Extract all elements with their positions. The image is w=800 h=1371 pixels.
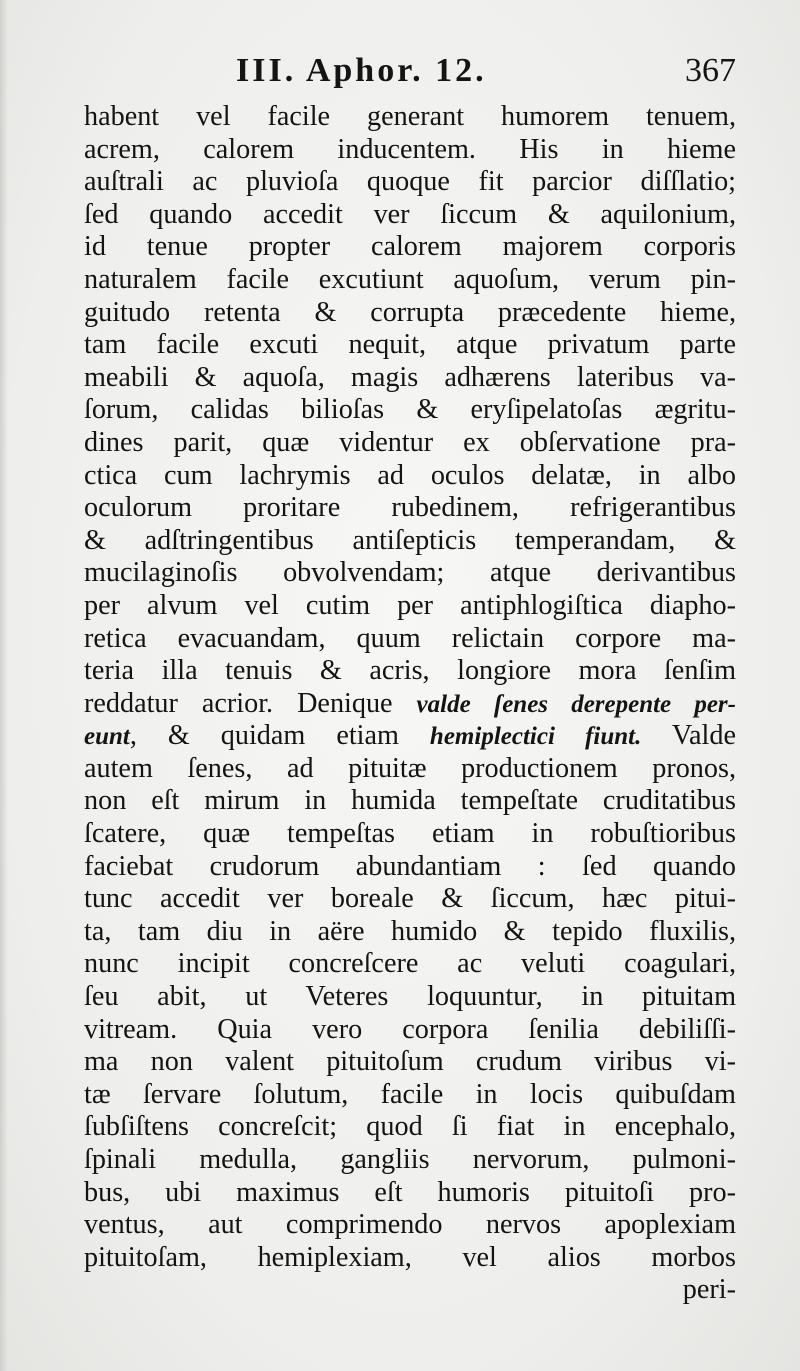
text-segment: per alvum vel cutim per antiphlogiſtica diapho- [84,589,736,621]
italic-text-segment: eunt [84,723,130,751]
text-line [84,785,736,818]
text-line [84,329,736,362]
text-line [84,623,736,656]
text-line [84,492,736,525]
text-line [84,1242,736,1275]
text-line [84,199,736,232]
text-line [84,1177,736,1210]
text-segment: acrem, calorem inducentem. His in hieme [84,133,736,165]
text-line [84,525,736,558]
text-segment: Valde [641,720,736,752]
text-line [84,460,736,493]
text-line [84,1014,736,1047]
text-line [84,948,736,981]
text-segment: ſed quando accedit ver ſiccum & aquilonium, [84,198,736,230]
catchword: peri- [682,1274,736,1306]
text-line [84,166,736,199]
text-segment: tæ ſervare ſolutum, facile in locis quibuſdam [84,1078,736,1110]
text-segment: ſcatere, quæ tempeſtas etiam in robuſtioribus [84,818,736,850]
text-segment: ventus, aut comprimendo nervos apoplexiam [84,1209,736,1241]
text-segment: & adſtringentibus antiſepticis temperandam, & [84,524,736,556]
text-line [84,851,736,884]
text-segment: oculorum proritare rubedinem, refrigerantibus [84,492,736,524]
text-segment: tam facile excuti nequit, atque privatum parte [84,329,736,361]
text-segment: id tenue propter calorem majorem corporis [84,231,736,263]
text-segment: guitudo retenta & corrupta præcedente hieme, [84,296,736,328]
text-segment: tunc accedit ver boreale & ſiccum, hæc pitui- [84,883,736,915]
text-line [84,1111,736,1144]
text-line [84,753,736,786]
text-line [84,264,736,297]
page-header [84,46,736,96]
running-title: III. Aphor. 12. [236,52,487,89]
text-segment: ſpinali medulla, gangliis nervorum, pulmoni- [84,1144,736,1175]
text-segment: auſtrali ac pluvioſa quoque fit parcior diſſlatio; [84,166,736,198]
text-segment: ſubſiſtens concreſcit; quod ſi fiat in encephalo, [84,1111,736,1143]
text-segment: autem ſenes, ad pituitæ productionem pronos, [84,752,736,784]
text-line [84,1079,736,1112]
text-segment: non eſt mirum in humida tempeſtate cruditatibus [84,785,736,817]
text-segment: teria illa tenuis & acris, longiore mora ſenſim [84,655,736,687]
text-line [84,134,736,167]
text-line [84,297,736,330]
text-segment: ſorum, calidas bilioſas & eryſipelatoſas ægritu- [84,394,736,426]
text-line [84,1046,736,1079]
text-segment: meabili & aquoſa, magis adhærens lateribus va- [84,361,736,393]
text-line [84,231,736,264]
text-line [84,818,736,851]
text-line [84,981,736,1014]
text-line [84,427,736,460]
text-segment: ma non valent pituitoſum crudum viribus vi- [84,1046,736,1078]
text-segment: retica evacuandam, quum relictain corpore ma- [84,622,736,654]
text-line [84,1209,736,1242]
page-number: 367 [685,52,736,89]
text-segment: bus, ubi maximus eſt humoris pituitoſi pro- [84,1176,736,1208]
text-segment: ſeu abit, ut Veteres loquuntur, in pituitam [84,981,736,1013]
text-line [84,1144,736,1177]
text-segment: , & quidam etiam [129,720,430,752]
text-line [84,590,736,623]
text-segment: nunc incipit concreſcere ac veluti coagulari, [84,948,736,980]
text-line [84,655,736,688]
text-line [84,916,736,949]
body-text [84,101,736,1307]
text-segment: reddatur acrior. Denique [84,687,417,719]
text-segment: habent vel facile generant humorem tenuem, [84,101,736,132]
text-segment: naturalem facile excutiunt aquoſum, verum pin- [84,263,736,295]
text-line [84,362,736,395]
text-segment: dines parit, quæ videntur ex obſervatione pra- [84,426,736,458]
italic-text-segment: valde ſenes derepente per- [416,690,736,718]
text-segment: vitream. Quia vero corpora ſenilia debiliſſi- [84,1013,736,1045]
text-line [84,394,736,427]
text-line [84,720,736,753]
italic-text-segment: hemiplectici fiunt. [429,723,642,751]
text-line [84,688,736,721]
text-segment: faciebat crudorum abundantiam : ſed quando [84,850,736,882]
text-segment: ctica cum lachrymis ad oculos delatæ, in albo [84,459,736,491]
text-segment: mucilaginoſis obvolvendam; atque derivantibus [84,557,736,589]
text-segment: ta, tam diu in aëre humido & tepido fluxilis, [84,915,736,947]
text-line [84,557,736,590]
text-line [84,101,736,134]
text-line [84,883,736,916]
text-segment: pituitoſam, hemiplexiam, vel alios morbos [84,1241,736,1273]
